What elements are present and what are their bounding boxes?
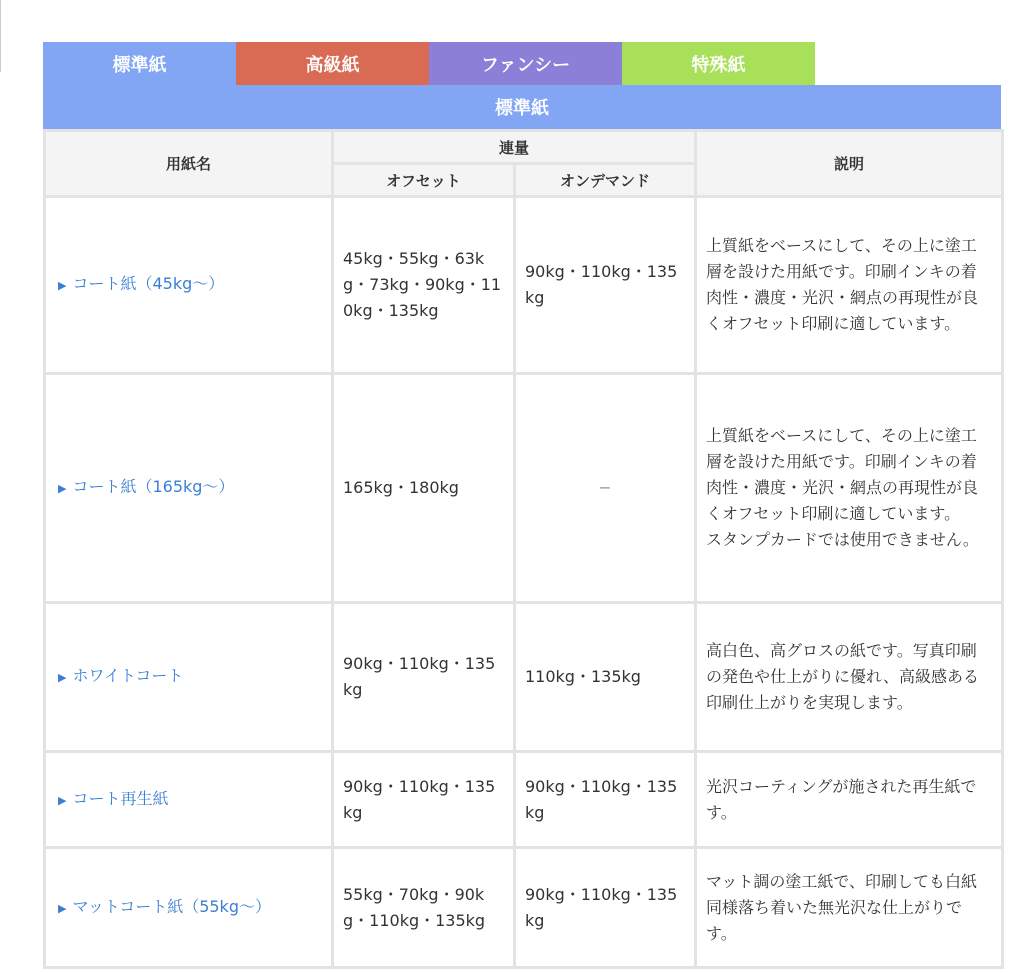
tab-special[interactable]: 特殊紙: [622, 42, 815, 85]
offset-weights: 165kg・180kg: [333, 374, 515, 603]
offset-weights: 55kg・70kg・90kg・110kg・135kg: [333, 848, 515, 968]
header-ondemand: オンデマンド: [515, 164, 696, 197]
offset-weights: 90kg・110kg・135kg: [333, 603, 515, 752]
tab-premium[interactable]: 高級紙: [236, 42, 429, 85]
offset-weights: 90kg・110kg・135kg: [333, 752, 515, 848]
triangle-right-icon: ▶: [58, 482, 67, 495]
paper-category-tabs: [43, 42, 815, 85]
ondemand-weights: 110kg・135kg: [515, 603, 696, 752]
triangle-right-icon: ▶: [58, 279, 67, 292]
paper-name: コート再生紙: [72, 788, 169, 808]
ondemand-weights: 90kg・110kg・135kg: [515, 752, 696, 848]
paper-description: 上質紙をベースにして、その上に塗工層を設けた用紙です。印刷インキの着肉性・濃度・光沢・網点の再現性が良くオフセット印刷に適しています。: [696, 197, 1003, 374]
section-title: 標準紙: [43, 85, 1001, 129]
tab-standard[interactable]: 標準紙: [43, 42, 236, 85]
triangle-right-icon: ▶: [58, 901, 67, 915]
paper-name: ホワイトコート: [72, 666, 184, 685]
header-description: 説明: [696, 131, 1003, 197]
paper-table: [43, 129, 1004, 969]
ondemand-weights: −: [515, 374, 696, 603]
triangle-right-icon: ▶: [58, 671, 67, 684]
table-row: [45, 374, 1003, 603]
paper-description: 上質紙をベースにして、その上に塗工層を設けた用紙です。印刷インキの着肉性・濃度・光沢・網点の再現性が良くオフセット印刷に適しています。 スタンプカードでは使用できません。: [696, 374, 1003, 603]
table-row: [45, 752, 1003, 848]
tab-fancy[interactable]: ファンシー: [429, 42, 622, 85]
paper-name-link[interactable]: [45, 603, 333, 752]
paper-name-link[interactable]: [45, 374, 333, 603]
header-name: 用紙名: [45, 131, 333, 197]
triangle-right-icon: ▶: [58, 793, 67, 807]
table-row: [45, 197, 1003, 374]
paper-description: マット調の塗工紙で、印刷しても白紙同様落ち着いた無光沢な仕上がりです。: [696, 848, 1003, 968]
table-row: [45, 848, 1003, 968]
table-row: [45, 603, 1003, 752]
ondemand-weights: 90kg・110kg・135kg: [515, 848, 696, 968]
header-offset: オフセット: [333, 164, 515, 197]
paper-name: コート紙（165kg〜）: [72, 477, 235, 496]
paper-description: 高白色、高グロスの紙です。写真印刷の発色や仕上がりに優れ、高級感ある印刷仕上がりを実現します。: [696, 603, 1003, 752]
paper-name-link[interactable]: [45, 752, 333, 848]
paper-name-link[interactable]: [45, 848, 333, 968]
header-weight: 連量: [333, 131, 696, 164]
offset-weights: 45kg・55kg・63kg・73kg・90kg・110kg・135kg: [333, 197, 515, 374]
paper-name: マットコート紙（55kg〜）: [72, 896, 271, 916]
page-edge: [0, 0, 1, 72]
paper-name-link[interactable]: [45, 197, 333, 374]
paper-name: コート紙（45kg〜）: [72, 274, 225, 293]
ondemand-weights: 90kg・110kg・135kg: [515, 197, 696, 374]
paper-description: 光沢コーティングが施された再生紙です。: [696, 752, 1003, 848]
